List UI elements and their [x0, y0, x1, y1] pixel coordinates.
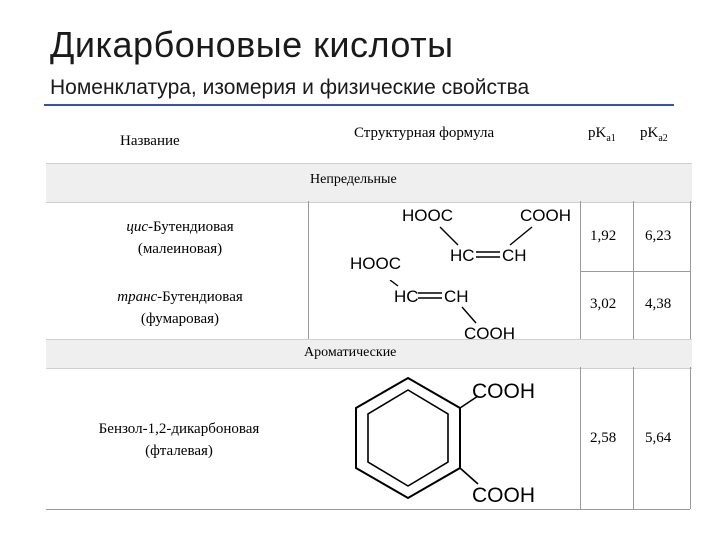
grid-col-pka-mid-arom — [633, 367, 634, 509]
grid-col-formula-left — [308, 201, 309, 339]
row-name-cis: цис-Бутендиовая (малеиновая) — [126, 219, 234, 257]
pka1-phthalic: 2,58 — [590, 430, 617, 446]
formula-trans-bottom: COOH — [464, 324, 515, 339]
formula-phthalic-bottom: COOH — [472, 484, 535, 507]
formula-trans-right-atom: CH — [444, 287, 469, 306]
slide-title: Дикарбоновые кислоты — [50, 24, 454, 65]
row-name-phthalic: Бензол-1,2-дикарбоновая (фталевая) — [98, 421, 260, 459]
formula-phthalic — [320, 370, 580, 508]
pka2-trans: 4,38 — [645, 296, 672, 312]
grid-col-pka-left-arom — [580, 367, 581, 509]
formula-cis-top-right: COOH — [520, 206, 571, 225]
pka2-phthalic: 5,64 — [645, 430, 672, 446]
title-divider — [44, 104, 674, 106]
header-pka2: $pK_{a2}$ — [640, 125, 668, 144]
grid-col-pka-left — [580, 201, 581, 339]
header-pka1: $pK_{a1}$ — [588, 125, 616, 144]
pka2-cis: 6,23 — [645, 228, 672, 244]
formula-cis-bottom-left: HOOC — [350, 254, 401, 273]
section-label-unsaturated: Непредельные — [310, 172, 397, 187]
formula-trans-left-atom: HC — [394, 287, 419, 306]
grid-col-right-arom — [690, 367, 691, 509]
formula-cis-top-left: HOOC — [402, 206, 453, 225]
table-bottom-line — [46, 509, 690, 510]
section-label-aromatic: Ароматические — [304, 345, 397, 360]
formula-fumaric — [330, 280, 580, 339]
row-name-trans: транс-Бутендиовая (фумаровая) — [117, 289, 243, 327]
formula-cis-left-atom: HC — [450, 246, 475, 265]
grid-col-right — [690, 201, 691, 339]
formula-maleic — [330, 203, 580, 273]
pka1-cis: 1,92 — [590, 228, 617, 244]
grid-col-pka-mid — [633, 201, 634, 339]
pka1-trans: 3,02 — [590, 296, 617, 312]
formula-phthalic-top: COOH — [472, 380, 535, 403]
formula-cis-right-atom: CH — [502, 246, 527, 265]
header-formula: Структурная формула — [354, 125, 495, 141]
grid-row-divider — [580, 271, 690, 272]
slide-subtitle: Номенклатура, изомерия и физические свойства — [50, 76, 530, 99]
header-name: Название — [120, 133, 180, 149]
